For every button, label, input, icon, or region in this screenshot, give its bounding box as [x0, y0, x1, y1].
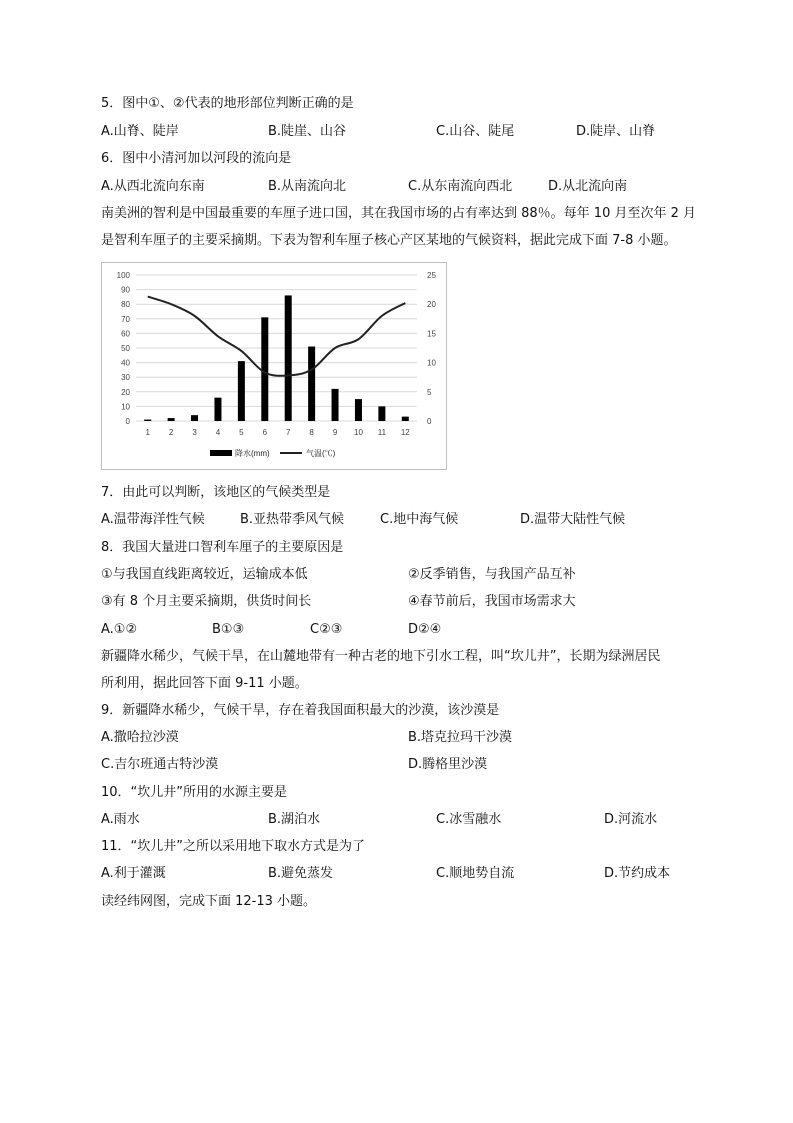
climate-chart — [101, 262, 447, 470]
q10-option-a: A.雨水 — [101, 812, 140, 827]
q5-option-d: D.陡岸、山脊 — [576, 124, 656, 139]
q11-stem: 11．“坎儿井”之所以采用地下取水方式是为了 — [101, 839, 366, 854]
right-tick-label: 0 — [427, 417, 432, 426]
q10-option-d: D.河流水 — [604, 812, 658, 827]
q9-option-d: D.腾格里沙漠 — [408, 757, 488, 772]
passage1-line1: 南美洲的智利是中国最重要的车厘子进口国，其在我国市场的占有率达到 88％。每年 10 月至次年 2 月 — [101, 206, 697, 221]
left-tick-label: 30 — [121, 373, 130, 383]
q7-option-d: D.温带大陆性气候 — [520, 512, 626, 527]
right-tick-label: 10 — [427, 358, 436, 368]
q6-option-a: A.从西北流向东南 — [101, 179, 205, 194]
right-tick-label: 20 — [427, 300, 436, 310]
x-tick-label: 1 — [145, 428, 150, 437]
precip-bar — [191, 415, 198, 421]
precip-bar — [355, 399, 362, 421]
q8-item-1: ①与我国直线距离较近，运输成本低 — [101, 567, 308, 582]
precip-bar — [402, 417, 409, 421]
q8-option-b: B①③ — [212, 622, 245, 637]
left-tick-label: 70 — [121, 314, 130, 324]
precip-bar — [308, 347, 315, 421]
q8-item-2: ②反季销售，与我国产品互补 — [408, 567, 576, 582]
q6-option-b: B.从南流向北 — [268, 179, 347, 194]
x-tick-label: 2 — [168, 428, 174, 437]
q8-item-4: ④春节前后，我国市场需求大 — [408, 594, 576, 609]
q9-stem: 9．新疆降水稀少，气候干旱，存在着我国面积最大的沙漠，该沙漠是 — [101, 703, 500, 718]
q10-stem: 10．“坎儿井”所用的水源主要是 — [101, 785, 288, 800]
left-tick-label: 40 — [121, 358, 130, 368]
q6-stem: 6．图中小清河加以河段的流向是 — [101, 151, 292, 166]
left-tick-label: 80 — [121, 300, 130, 310]
left-tick-label: 20 — [121, 387, 130, 397]
q5-option-c: C.山谷、陡尾 — [436, 124, 515, 139]
q8-option-c: C②③ — [310, 622, 343, 637]
q10-option-b: B.湖泊水 — [268, 812, 321, 827]
passage3-line1: 读经纬网图，完成下面 12-13 小题。 — [101, 894, 317, 909]
precip-bar — [261, 317, 268, 421]
q11-option-c: C.顺地势自流 — [436, 866, 515, 881]
x-tick-label: 3 — [192, 428, 197, 437]
x-tick-label: 6 — [262, 428, 268, 437]
temperature-line — [148, 297, 406, 376]
q11-option-b: B.避免蒸发 — [268, 866, 334, 881]
precip-bar — [332, 389, 339, 421]
q7-option-c: C.地中海气候 — [380, 512, 459, 527]
legend-temp-label: 气温(℃) — [306, 449, 336, 458]
legend-precip-swatch — [210, 450, 232, 456]
q9-option-c: C.吉尔班通古特沙漠 — [101, 757, 219, 772]
left-tick-label: 50 — [121, 344, 130, 353]
left-tick-label: 90 — [121, 285, 130, 295]
precip-bar — [168, 418, 175, 421]
q7-option-b: B.亚热带季风气候 — [240, 512, 345, 527]
x-tick-label: 8 — [309, 428, 314, 437]
q7-stem: 7．由此可以判断，该地区的气候类型是 — [101, 485, 331, 500]
passage2-line2: 所利用，据此回答下面 9-11 小题。 — [101, 676, 308, 691]
q11-option-a: A.利于灌溉 — [101, 866, 166, 881]
left-tick-label: 0 — [125, 417, 130, 426]
precip-bar — [144, 420, 151, 421]
q8-option-a: A.①② — [101, 622, 138, 637]
x-tick-label: 4 — [215, 428, 221, 437]
q6-option-d: D.从北流向南 — [548, 179, 628, 194]
q8-item-3: ③有 8 个月主要采摘期，供货时间长 — [101, 594, 312, 609]
passage1-line2: 是智利车厘子的主要采摘期。下表为智利车厘子核心产区某地的气候资料，据此完成下面 7-8 小题。 — [101, 233, 677, 248]
q9-option-b: B.塔克拉玛干沙漠 — [408, 730, 513, 745]
x-tick-label: 7 — [285, 428, 291, 437]
x-tick-label: 9 — [332, 428, 338, 437]
left-tick-label: 10 — [121, 402, 130, 412]
q7-option-a: A.温带海洋性气候 — [101, 512, 205, 527]
passage2-line1: 新疆降水稀少，气候干旱，在山麓地带有一种古老的地下引水工程，叫“坎儿井”，长期为绿洲居民 — [101, 649, 661, 664]
right-tick-label: 5 — [427, 387, 432, 397]
q5-stem: 5．图中①、②代表的地形部位判断正确的是 — [101, 96, 354, 111]
precip-bar — [214, 398, 221, 421]
left-tick-label: 100 — [116, 271, 130, 280]
q5-option-a: A.山脊、陡岸 — [101, 124, 179, 139]
left-tick-label: 60 — [121, 329, 130, 339]
right-tick-label: 15 — [427, 329, 436, 339]
q8-stem: 8．我国大量进口智利车厘子的主要原因是 — [101, 540, 344, 555]
q8-option-d: D②④ — [408, 622, 442, 637]
x-tick-label: 11 — [377, 428, 387, 437]
precip-bar — [285, 295, 292, 421]
q11-option-d: D.节约成本 — [604, 866, 671, 881]
x-tick-label: 5 — [239, 428, 244, 437]
x-tick-label: 12 — [400, 428, 410, 437]
q6-option-c: C.从东南流向西北 — [408, 179, 513, 194]
q9-option-a: A.撒哈拉沙漠 — [101, 730, 179, 745]
q5-option-b: B.陡崖、山谷 — [268, 124, 347, 139]
q10-option-c: C.冰雪融水 — [436, 812, 502, 827]
right-tick-label: 25 — [427, 271, 436, 280]
climate-chart-svg — [102, 263, 446, 469]
x-tick-label: 10 — [354, 428, 363, 437]
precip-bar — [238, 361, 245, 421]
legend-precip-label: 降水(mm) — [235, 449, 270, 458]
precip-bar — [378, 406, 385, 421]
